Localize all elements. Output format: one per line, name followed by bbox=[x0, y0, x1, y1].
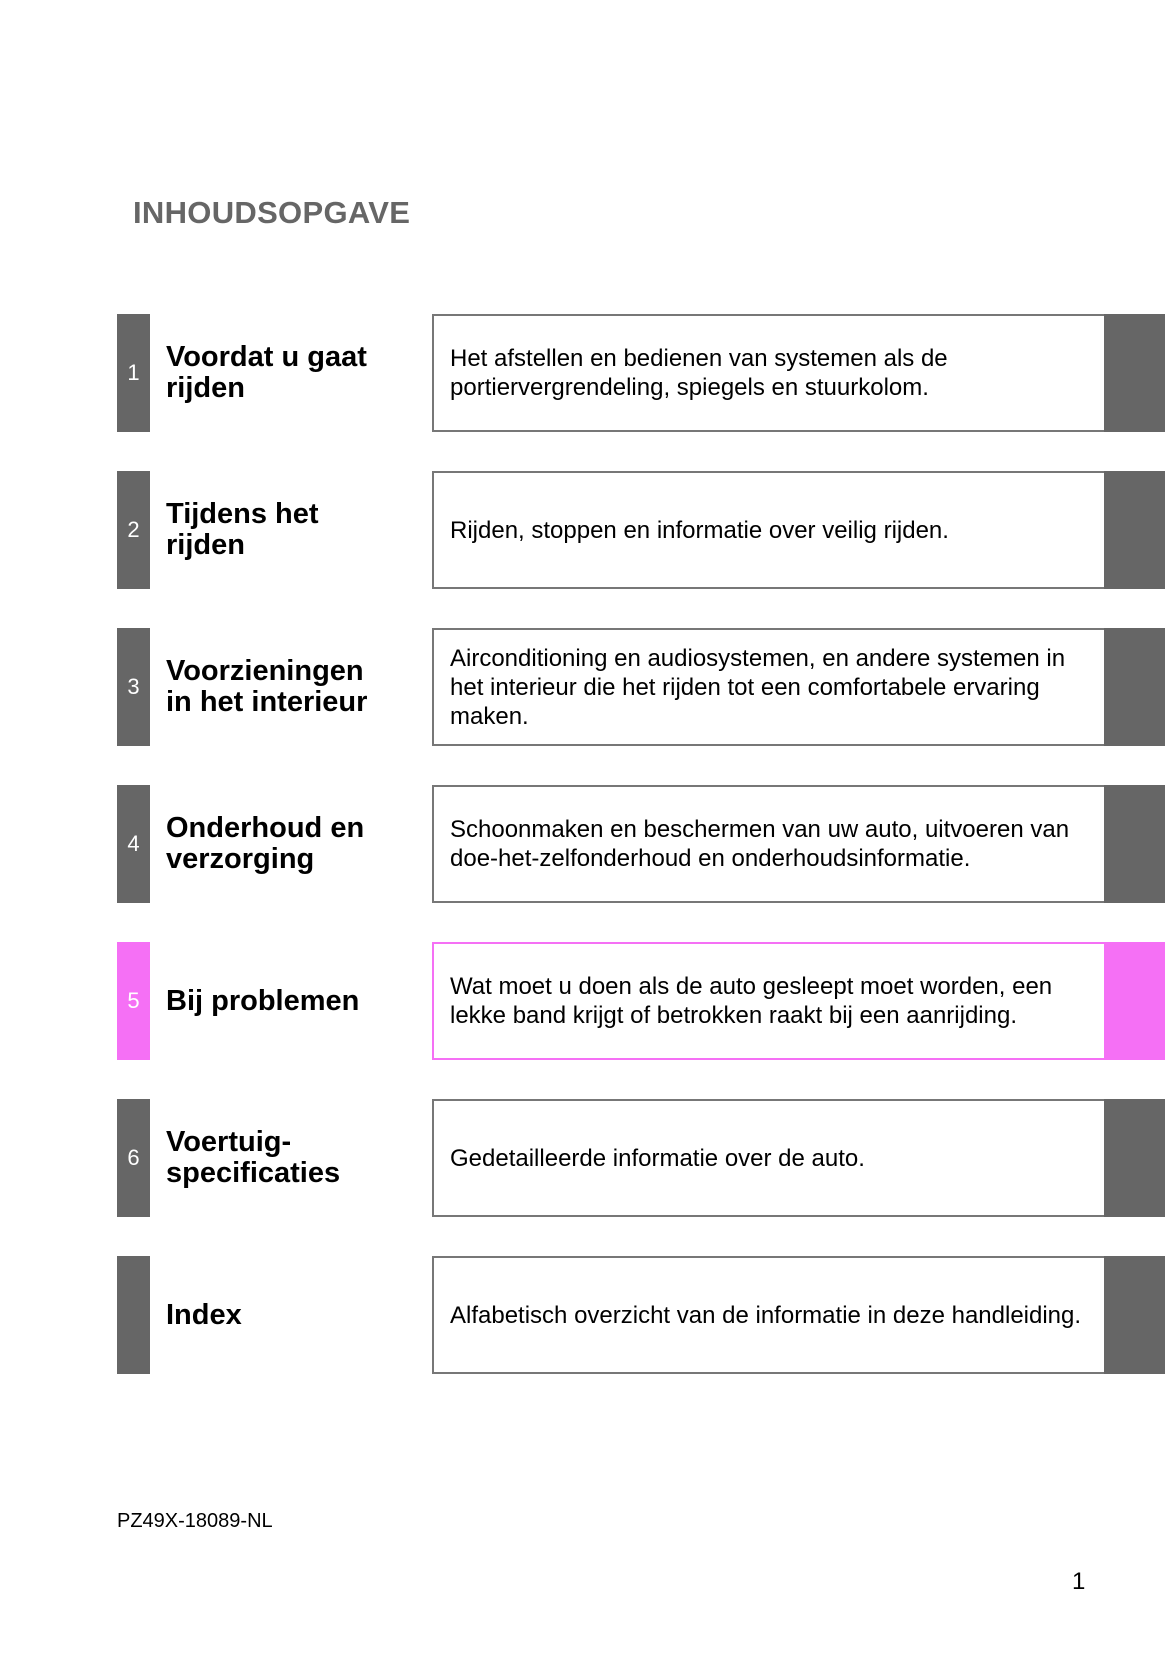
chapter-title-line1: Bij problemen bbox=[166, 984, 360, 1017]
chapter-thumb-tab[interactable] bbox=[1104, 942, 1165, 1060]
chapter-thumb-tab[interactable] bbox=[1104, 628, 1165, 746]
chapter-title-link[interactable] bbox=[166, 942, 421, 1060]
chapter-description[interactable]: Alfabetisch overzicht van de informatie in deze handleiding. bbox=[432, 1256, 1104, 1374]
chapter-title-line2: in het interieur bbox=[166, 686, 368, 718]
chapter-number-tab: 5 bbox=[117, 942, 150, 1060]
toc-row-4 bbox=[117, 785, 1165, 903]
chapter-title-link[interactable] bbox=[166, 1256, 421, 1374]
page-number: 1 bbox=[1072, 1568, 1086, 1595]
chapter-title-line1: Index bbox=[166, 1298, 242, 1331]
chapter-description[interactable]: Wat moet u doen als de auto gesleept moet worden, een lekke band krijgt of betrokken raakt bij een aanrijding. bbox=[432, 942, 1104, 1060]
chapter-number-tab: 2 bbox=[117, 471, 150, 589]
toc-row-index bbox=[117, 1256, 1165, 1374]
chapter-title-link[interactable] bbox=[166, 628, 421, 746]
chapter-title-link[interactable] bbox=[166, 1099, 421, 1217]
chapter-title-line2: specificaties bbox=[166, 1157, 341, 1189]
chapter-title-link[interactable] bbox=[166, 471, 421, 589]
chapter-thumb-tab[interactable] bbox=[1104, 1256, 1165, 1374]
document-code: PZ49X-18089-NL bbox=[117, 1510, 273, 1532]
chapter-title-link[interactable] bbox=[166, 314, 421, 432]
chapter-description[interactable]: Het afstellen en bedienen van systemen als de portiervergrendeling, spiegels en stuurkolom. bbox=[432, 314, 1104, 432]
chapter-description[interactable]: Rijden, stoppen en informatie over veilig rijden. bbox=[432, 471, 1104, 589]
chapter-title-line1: Onderhoud en bbox=[166, 812, 365, 844]
toc-row-1 bbox=[117, 314, 1165, 432]
chapter-thumb-tab[interactable] bbox=[1104, 1099, 1165, 1217]
chapter-number-tab: 6 bbox=[117, 1099, 150, 1217]
toc-row-2 bbox=[117, 471, 1165, 589]
page-title: INHOUDSOPGAVE bbox=[133, 195, 411, 230]
toc-row-3 bbox=[117, 628, 1165, 746]
chapter-title-line1: Tijdens het bbox=[166, 498, 319, 530]
chapter-title-line2: rijden bbox=[166, 372, 245, 404]
chapter-title-line1: Voorzieningen bbox=[166, 655, 364, 687]
toc-row-5 bbox=[117, 942, 1165, 1060]
chapter-title-link[interactable] bbox=[166, 785, 421, 903]
chapter-thumb-tab[interactable] bbox=[1104, 471, 1165, 589]
chapter-description[interactable]: Gedetailleerde informatie over de auto. bbox=[432, 1099, 1104, 1217]
table-of-contents bbox=[117, 314, 1165, 1413]
chapter-thumb-tab[interactable] bbox=[1104, 785, 1165, 903]
chapter-title-line2: verzorging bbox=[166, 843, 315, 875]
toc-row-6 bbox=[117, 1099, 1165, 1217]
chapter-title-line1: Voertuig- bbox=[166, 1126, 292, 1158]
chapter-number-tab: 1 bbox=[117, 314, 150, 432]
chapter-title-line2: rijden bbox=[166, 529, 245, 561]
chapter-number-tab: 4 bbox=[117, 785, 150, 903]
chapter-description[interactable]: Airconditioning en audiosystemen, en andere systemen in het interieur die het rijden tot een comfortabele ervaring maken. bbox=[432, 628, 1104, 746]
chapter-number-tab bbox=[117, 1256, 150, 1374]
chapter-number-tab: 3 bbox=[117, 628, 150, 746]
chapter-thumb-tab[interactable] bbox=[1104, 314, 1165, 432]
chapter-title-line1: Voordat u gaat bbox=[166, 341, 367, 373]
chapter-description[interactable]: Schoonmaken en beschermen van uw auto, uitvoeren van doe-het-zelfonderhoud en onderhoudsinformatie. bbox=[432, 785, 1104, 903]
